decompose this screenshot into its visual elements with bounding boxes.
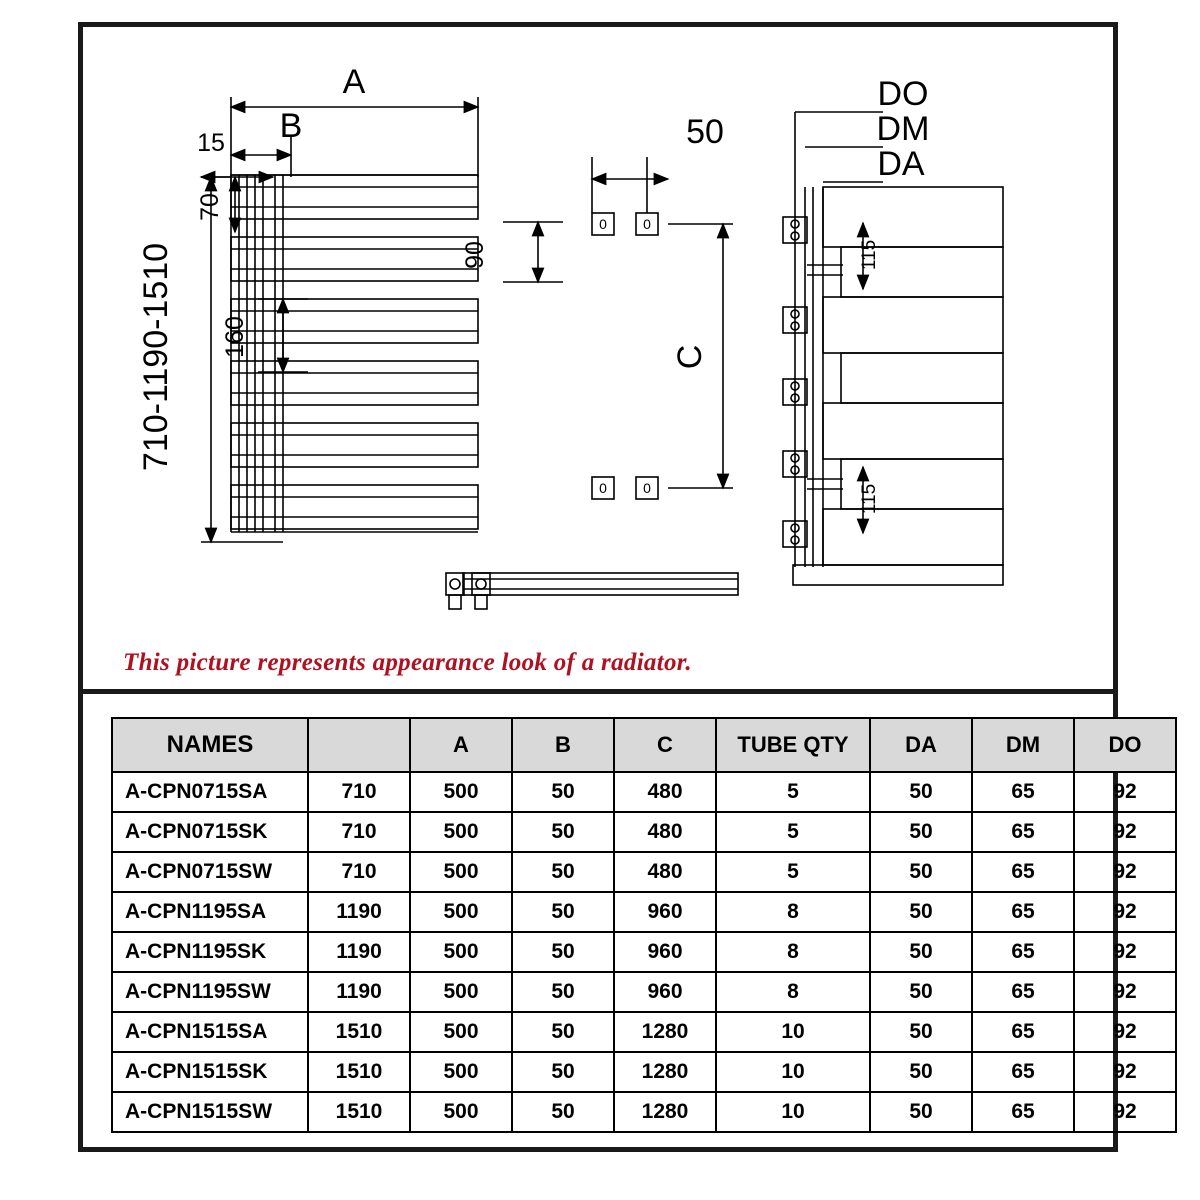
cell-name: A-CPN1195SK xyxy=(112,932,308,972)
th-da: DA xyxy=(870,718,972,772)
cell-do: 92 xyxy=(1074,812,1176,852)
cell-da: 50 xyxy=(870,852,972,892)
cell-da: 50 xyxy=(870,812,972,852)
cell-c: 1280 xyxy=(614,1092,716,1132)
label-B: B xyxy=(279,107,303,145)
cell-da: 50 xyxy=(870,972,972,1012)
th-c: C xyxy=(614,718,716,772)
cell-a: 500 xyxy=(410,1012,512,1052)
table-row xyxy=(112,812,1176,852)
cell-a: 500 xyxy=(410,972,512,1012)
cell-c: 960 xyxy=(614,932,716,972)
svg-text:0: 0 xyxy=(599,216,607,232)
cell-da: 50 xyxy=(870,1052,972,1092)
table-row xyxy=(112,1012,1176,1052)
th-do: DO xyxy=(1074,718,1176,772)
cell-dm: 65 xyxy=(972,1052,1074,1092)
label-160: 160 xyxy=(221,316,249,358)
cell-dm: 65 xyxy=(972,852,1074,892)
table-row xyxy=(112,1052,1176,1092)
caption-text: This picture represents appearance look of a radiator. xyxy=(123,649,692,676)
cell-c: 960 xyxy=(614,892,716,932)
technical-drawing-svg xyxy=(83,27,1113,689)
cell-b: 50 xyxy=(512,972,614,1012)
label-DA: DA xyxy=(877,145,925,183)
cell-b: 50 xyxy=(512,1012,614,1052)
table-row xyxy=(112,892,1176,932)
cell-tube: 5 xyxy=(716,812,870,852)
label-DO: DO xyxy=(877,75,929,113)
cell-tube: 10 xyxy=(716,1012,870,1052)
cell-do: 92 xyxy=(1074,892,1176,932)
cell-name: A-CPN0715SW xyxy=(112,852,308,892)
cell-height: 1510 xyxy=(308,1012,410,1052)
svg-text:0: 0 xyxy=(599,480,607,496)
th-height xyxy=(308,718,410,772)
cell-name: A-CPN0715SK xyxy=(112,812,308,852)
drawing-sheet xyxy=(78,22,1142,1152)
cell-height: 1510 xyxy=(308,1052,410,1092)
cell-tube: 8 xyxy=(716,932,870,972)
cell-a: 500 xyxy=(410,1092,512,1132)
cell-do: 92 xyxy=(1074,1012,1176,1052)
th-tube-qty: TUBE QTY xyxy=(716,718,870,772)
label-C: C xyxy=(671,344,709,370)
cell-dm: 65 xyxy=(972,772,1074,812)
cell-b: 50 xyxy=(512,892,614,932)
table-row xyxy=(112,772,1176,812)
cell-do: 92 xyxy=(1074,852,1176,892)
svg-text:0: 0 xyxy=(643,480,651,496)
front-view-body xyxy=(231,175,478,532)
cell-height: 710 xyxy=(308,852,410,892)
table-row xyxy=(112,852,1176,892)
cell-a: 500 xyxy=(410,852,512,892)
th-names: NAMES xyxy=(112,718,308,772)
cell-name: A-CPN1195SA xyxy=(112,892,308,932)
cell-do: 92 xyxy=(1074,972,1176,1012)
cell-c: 480 xyxy=(614,812,716,852)
section-divider xyxy=(83,689,1113,694)
cell-b: 50 xyxy=(512,812,614,852)
cell-name: A-CPN1195SW xyxy=(112,972,308,1012)
cell-b: 50 xyxy=(512,1092,614,1132)
cell-name: A-CPN0715SA xyxy=(112,772,308,812)
cell-c: 1280 xyxy=(614,1052,716,1092)
label-90: 90 xyxy=(461,241,489,269)
cell-b: 50 xyxy=(512,852,614,892)
cell-name: A-CPN1515SA xyxy=(112,1012,308,1052)
dimension-height-range xyxy=(201,177,283,542)
cell-b: 50 xyxy=(512,772,614,812)
cell-dm: 65 xyxy=(972,932,1074,972)
cell-tube: 10 xyxy=(716,1092,870,1132)
th-b: B xyxy=(512,718,614,772)
cell-dm: 65 xyxy=(972,892,1074,932)
plan-view-tube xyxy=(446,573,738,609)
cell-a: 500 xyxy=(410,812,512,852)
cell-dm: 65 xyxy=(972,1012,1074,1052)
cell-dm: 65 xyxy=(972,812,1074,852)
cell-dm: 65 xyxy=(972,972,1074,1012)
label-DM: DM xyxy=(876,110,930,148)
cell-da: 50 xyxy=(870,1092,972,1132)
th-dm: DM xyxy=(972,718,1074,772)
label-115-bottom: 115 xyxy=(859,483,880,515)
table-header-row xyxy=(112,718,1176,772)
cell-tube: 10 xyxy=(716,1052,870,1092)
technical-drawing xyxy=(83,27,1113,689)
label-115-top: 115 xyxy=(859,239,880,271)
cell-c: 480 xyxy=(614,852,716,892)
cell-da: 50 xyxy=(870,1012,972,1052)
cell-height: 1190 xyxy=(308,972,410,1012)
label-A: A xyxy=(342,63,366,101)
cell-da: 50 xyxy=(870,892,972,932)
cell-do: 92 xyxy=(1074,1052,1176,1092)
cell-tube: 8 xyxy=(716,892,870,932)
label-70: 70 xyxy=(196,193,224,221)
label-50: 50 xyxy=(686,113,724,151)
table-row xyxy=(112,972,1176,1012)
spec-table-wrap xyxy=(111,717,1142,1133)
cell-do: 92 xyxy=(1074,772,1176,812)
cell-c: 960 xyxy=(614,972,716,1012)
cell-name: A-CPN1515SW xyxy=(112,1092,308,1132)
svg-text:0: 0 xyxy=(643,216,651,232)
cell-c: 480 xyxy=(614,772,716,812)
cell-c: 1280 xyxy=(614,1012,716,1052)
dimension-A xyxy=(231,97,478,177)
cell-da: 50 xyxy=(870,772,972,812)
cell-do: 92 xyxy=(1074,932,1176,972)
cell-b: 50 xyxy=(512,932,614,972)
cell-a: 500 xyxy=(410,892,512,932)
th-a: A xyxy=(410,718,512,772)
cell-height: 1510 xyxy=(308,1092,410,1132)
table-row xyxy=(112,1092,1176,1132)
dimension-90 xyxy=(503,222,563,282)
cell-tube: 5 xyxy=(716,852,870,892)
label-height-range: 710-1190-1510 xyxy=(137,242,175,472)
cell-height: 1190 xyxy=(308,892,410,932)
cell-tube: 5 xyxy=(716,772,870,812)
cell-a: 500 xyxy=(410,772,512,812)
cell-dm: 65 xyxy=(972,1092,1074,1132)
cell-height: 710 xyxy=(308,772,410,812)
cell-b: 50 xyxy=(512,1052,614,1092)
cell-a: 500 xyxy=(410,1052,512,1092)
cell-da: 50 xyxy=(870,932,972,972)
cell-do: 92 xyxy=(1074,1092,1176,1132)
table-row xyxy=(112,932,1176,972)
cell-a: 500 xyxy=(410,932,512,972)
mounting-pattern-view xyxy=(592,157,733,499)
cell-name: A-CPN1515SK xyxy=(112,1052,308,1092)
cell-height: 1190 xyxy=(308,932,410,972)
cell-height: 710 xyxy=(308,812,410,852)
cell-tube: 8 xyxy=(716,972,870,1012)
spec-table xyxy=(111,717,1177,1133)
label-15: 15 xyxy=(197,129,225,157)
